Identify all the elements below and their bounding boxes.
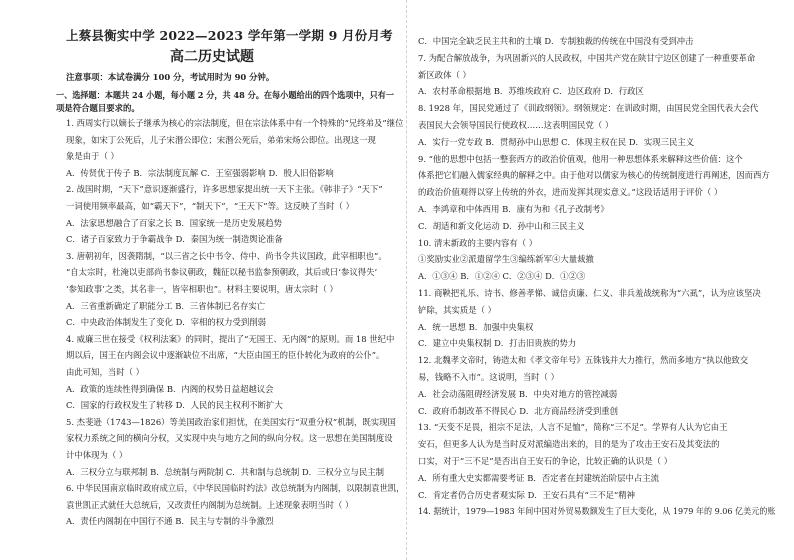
question-line: 期以后，国王在内阁会议中逐渐缺位不出席，“大臣由国王的臣仆转化为政府的公仆”。	[66, 350, 385, 361]
exam-subtitle: 高二历史试题	[170, 49, 254, 65]
question-line: A．三权分立与联邦制 B．总统制与两院制 C．共和制与总统制 D．三权分立与民主制	[66, 466, 385, 477]
exam-title: 上蔡县衡实中学 2022—2023 学年第一学期 9 月份月考	[66, 28, 393, 43]
question-line: A．传贤优于传子 B．宗法制度瓦解 C．王室强弱影响 D．殷人旧俗影响	[66, 167, 334, 178]
question-line: 11. 商鞅把礼乐、诗书、修善孝悌、诚信贞廉、仁义、非兵羞战统称为“六虱”，认为应该坚决	[418, 288, 761, 298]
question-line: 9. “他的思想中包括一整套西方的政治价值观，他用一种思想体系来解释这些价值：这个	[418, 153, 743, 164]
question-line: 象是由于（ ）	[66, 151, 119, 162]
question-line: 3. 唐朝初年，因袭隋制，“以三省之长中书令、侍中、尚书令共议国政，此宰相职也”。	[66, 250, 387, 261]
question-line: 2. 战国时期，“天下”意识逐渐盛行，许多思想家提出统一天下主张。《韩非子》“天下”	[66, 184, 383, 195]
question-line: 易，钱略不入市”。这说明，当时（ ）	[418, 372, 559, 382]
question-line: 口实，对于“三不足”是否出自王安石的争论，比较正确的认识是（ ）	[418, 456, 673, 466]
question-line: 13. “天变不足畏，祖宗不足法，人言不足恤”，简称“三不足”。学界有人认为它由王	[418, 422, 728, 433]
notes-line: 项是符合题目要求的。	[56, 103, 140, 113]
question-line: ①奖励实业②派遣留学生③编练新军④大量裁撤	[418, 254, 594, 265]
question-line: A．所有重大史实都需要考证 B．否定者在封建统治阶层中占主流	[418, 472, 659, 483]
question-line: 家权力系统之间的横向分权，又实现中央与地方之间的纵向分权。这一思想在美国制度设	[66, 433, 393, 444]
question-line: 计中体现为（ ）	[66, 450, 128, 460]
question-line: 14. 据统计，1979—1983 年间中国对外贸易数额发生了巨大变化，从 1979 年的 9.06 亿美元的账	[418, 506, 776, 517]
question-line: C．诸子百家致力于争霸战争 D．秦国为统一制造舆论准备	[66, 234, 283, 245]
question-line: 6. 中华民国南京临时政府成立后，《中华民国临时约法》改总统制为内阁制，以限制袁世凯，	[66, 483, 405, 494]
question-line: ‘参知政事’之类，其名非一，皆宰相职也”。材料主要说明，唐太宗时（ ）	[66, 284, 338, 294]
question-line: 铲除，其实质是（ ）	[418, 304, 497, 315]
question-line: 4. 威廉三世在接受《权利法案》的同时，提出了“无国王、无内阁”的原则。而 18 世纪中	[66, 333, 395, 344]
question-line: A．农村革命根据地 B．苏维埃政府 C．边区政府 D．行政区	[418, 86, 644, 97]
question-line: 新区政体（ ）	[418, 69, 471, 80]
question-line: 10. 清末新政的主要内容有（ ）	[418, 237, 538, 248]
question-line: 表国民大会领导国民行使政权……这表明国民党（ ）	[418, 120, 614, 130]
question-line: 5. 杰斐逊（1743—1826）等美国政治家们担忧，在美国实行“双重分权”机制，既实现国	[66, 416, 396, 427]
column-divider	[406, 0, 407, 560]
question-line: 的政治价值观得以穿上传统的外衣，进而发挥其现实意义。”这段话适用于评价（ ）	[418, 187, 723, 198]
question-line: A．统一思想 B．加强中央集权	[418, 321, 534, 332]
notes-line: 注意事项：本试卷满分 100 分，考试用时为 90 分钟。	[66, 72, 275, 82]
question-line: 7. 为配合解放战争，为巩固新兴的人民政权，中国共产党在陕甘宁边区创建了一种重要革命	[418, 52, 756, 63]
question-line: A．政策的连续性得到确保 B．内阁的权势日益超越议会	[66, 383, 274, 394]
question-line: A．责任内阁制在中国行不通 B．民主与专制的斗争激烈	[66, 516, 274, 527]
question-line: 8. 1928 年，国民党通过了《训政纲领》。纲领规定：在训政时期，由国民党全国代表大会代	[418, 103, 759, 114]
question-line: A．法家思想融合了百家之长 B．国家统一是历史发展趋势	[66, 217, 282, 228]
question-line: C．政府币制改革不得民心 D．北方商品经济受到重创	[418, 405, 619, 416]
question-line: C．中央政治体制发生了变化 D．宰相的权力受到削弱	[66, 317, 267, 328]
question-line: 现象，如宋丁公死后，儿子宋湣公即位；宋湣公死后，弟弟宋炀公即位。出现这一现	[66, 134, 376, 145]
question-line: C．建立中央集权制 D．打击旧贵族的势力	[418, 338, 577, 349]
question-line: A．李鸿章和中体西用 B．康有为和《孔子改制考》	[418, 204, 609, 214]
question-line: 12. 北魏孝文帝时，铸造太和《孝文帝年号》五铢钱并大力推行，然而多地方“执以他致交	[418, 355, 749, 366]
question-line: 安石，但更多人认为是当时反对派编造出来的，目的是为了攻击王安石及其变法的	[418, 439, 720, 450]
question-line: 袁世凯正式就任大总统后，又改责任内阁制为总统制。上述现象表明当时（ ）	[66, 499, 354, 510]
question-line: 1. 西周实行以嫡长子继承为核心的宗法制度，但在宗法体系中有一个特殊的“兄终弟及”继位	[66, 118, 404, 128]
question-line: C．国家的行政权发生了转移 D．人民的民主权利不断扩大	[66, 400, 283, 411]
question-line: 由此可知，当时（ ）	[66, 367, 145, 377]
question-line: A．①③④ B．①②④ C．②③④ D．①②③	[418, 271, 586, 282]
question-line: A．三省重新确定了职能分工 B．三省体制已名存实亡	[66, 300, 266, 311]
question-line: A．社会动荡阻碍经济发展 B．中央对地方的管控减弱	[418, 388, 618, 399]
question-line: 一词使用频率最高，如“霸天下”，“制天下”，“王天下”等。这反映了当时（ ）	[66, 201, 354, 211]
question-line: C．肯定者仍合历史者观实际 D．王安石具有“三不足”精神	[418, 489, 635, 500]
question-line: C．中国完全缺乏民主共和的土壤 D．专制独裁的传统在中国没有受到冲击	[418, 36, 694, 46]
notes-line: 一、选择题：本题共 24 小题，每小题 2 分，共 48 分。在每小题给出的四个选项中，只有一	[56, 90, 395, 100]
question-line: C．胡适和新文化运动 D．孙中山和三民主义	[418, 220, 585, 231]
question-line: A．实行一党专政 B．贯彻孙中山思想 C．体现主权在民 D．实现三民主义	[418, 136, 695, 147]
question-line: “自太宗时，杜淹以吏部尚书参议朝政，魏征以秘书监参预朝政，其后或曰‘参议得失’	[66, 267, 378, 278]
question-line: 体系把它们融入儒家经典的解释之中。由于他对以儒家为核心的传统制度进行再阐述，因而西方	[418, 170, 770, 181]
